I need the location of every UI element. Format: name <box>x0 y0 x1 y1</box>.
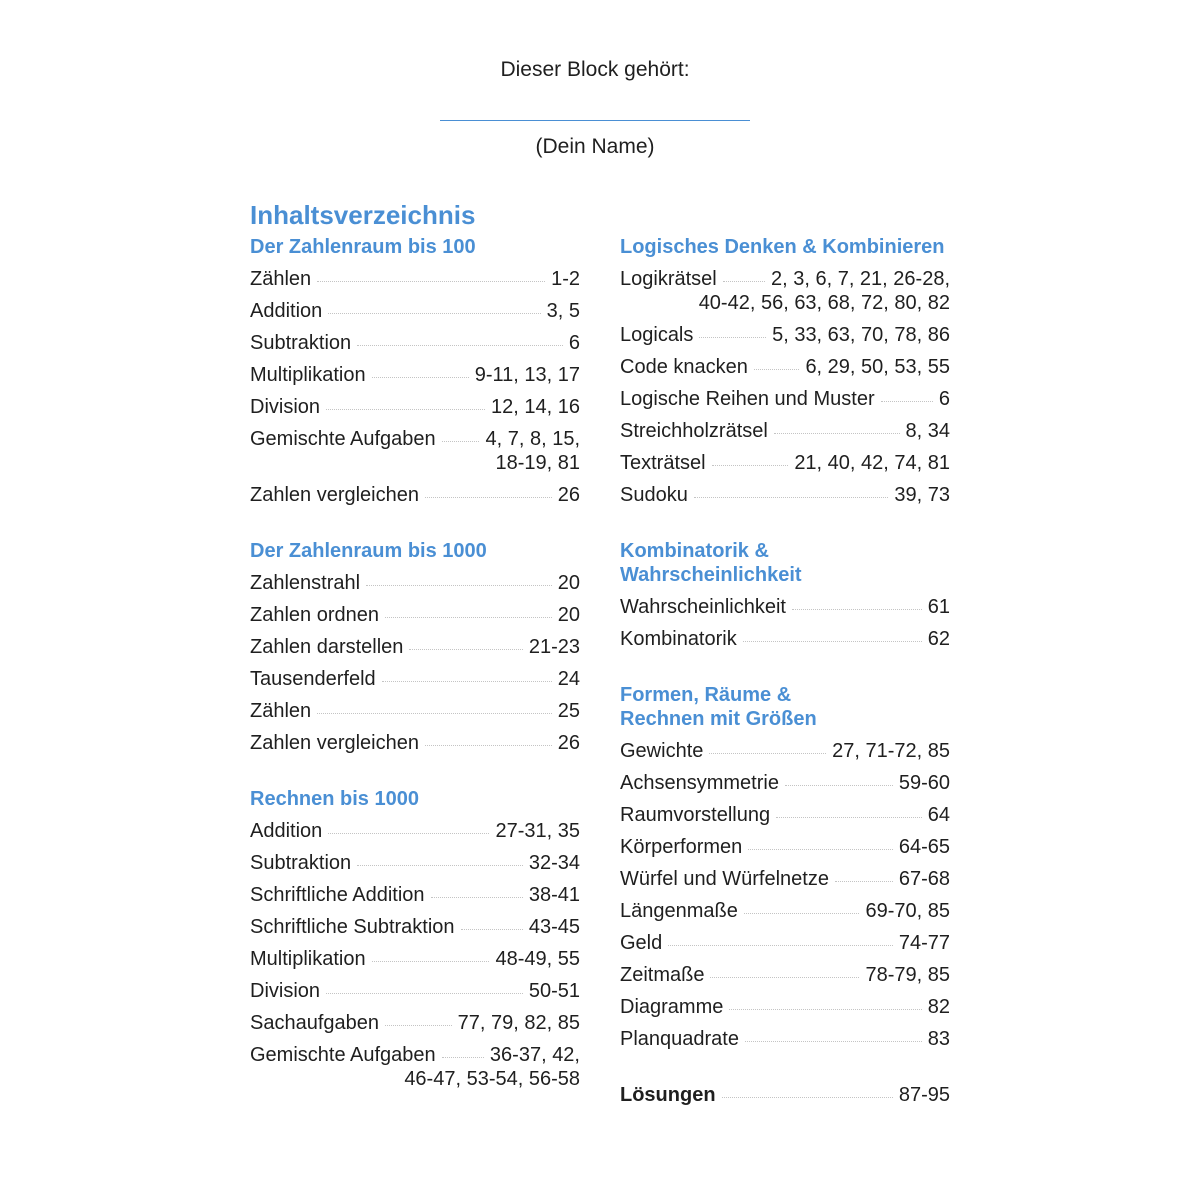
leader-dots <box>366 585 552 586</box>
section-heading: Logisches Denken & Kombinieren <box>620 236 945 258</box>
entry-label: Geld <box>620 932 663 954</box>
toc-entry <box>250 851 580 875</box>
toc-entry-row <box>250 427 580 451</box>
toc-entry-row <box>250 395 580 419</box>
entry-pages: 24 <box>557 668 580 690</box>
entry-pages: 67-68 <box>898 868 950 890</box>
toc-entry <box>250 571 580 595</box>
entry-label: Schriftliche Addition <box>250 884 425 906</box>
leader-dots <box>372 377 469 378</box>
toc-title: Inhaltsverzeichnis <box>250 200 476 230</box>
leader-dots <box>722 1097 893 1098</box>
toc-entry <box>250 1043 580 1091</box>
leader-dots <box>409 649 522 650</box>
toc-entry <box>250 603 580 627</box>
entry-pages: 4, 7, 8, 15, <box>485 428 580 450</box>
entry-label: Subtraktion <box>250 852 352 874</box>
leader-dots <box>668 945 893 946</box>
toc-entry-row <box>250 483 580 507</box>
leader-dots <box>754 369 800 370</box>
toc-section <box>620 539 950 651</box>
entry-label: Lösungen <box>620 1084 716 1106</box>
toc-entry <box>620 267 950 315</box>
entry-pages: 32-34 <box>528 852 580 874</box>
entry-label: Subtraktion <box>250 332 352 354</box>
toc-entry-row <box>250 635 580 659</box>
toc-entry-row <box>250 699 580 723</box>
toc-entry-row <box>620 803 950 827</box>
entry-label: Achsensymmetrie <box>620 772 779 794</box>
leader-dots <box>729 1009 921 1010</box>
entry-label: Texträtsel <box>620 452 706 474</box>
entry-pages: 20 <box>557 604 580 626</box>
entry-pages: 25 <box>557 700 580 722</box>
toc-entry <box>620 451 950 475</box>
toc-entry-row <box>250 1011 580 1035</box>
toc-entry <box>620 387 950 411</box>
toc-right-column <box>620 235 950 1115</box>
leader-dots <box>744 913 860 914</box>
entry-pages: 82 <box>927 996 950 1018</box>
toc-entry-row <box>250 819 580 843</box>
toc-entry-row <box>620 1083 950 1107</box>
entry-label: Gewichte <box>620 740 704 762</box>
leader-dots <box>328 833 489 834</box>
entry-pages: 36-37, 42, <box>489 1044 580 1066</box>
entry-pages: 9-11, 13, 17 <box>474 364 580 386</box>
toc-entry-row <box>620 995 950 1019</box>
entry-pages: 21, 40, 42, 74, 81 <box>794 452 950 474</box>
leader-dots <box>357 865 523 866</box>
toc-entry-row <box>250 979 580 1003</box>
section-heading: Rechnen bis 1000 <box>250 788 419 810</box>
entry-pages: 43-45 <box>528 916 580 938</box>
entry-pages: 62 <box>927 628 950 650</box>
entry-label: Streichholzrätsel <box>620 420 768 442</box>
entry-pages: 39, 73 <box>894 484 950 506</box>
entry-pages: 61 <box>927 596 950 618</box>
entry-pages: 8, 34 <box>905 420 950 442</box>
entry-label: Zahlen vergleichen <box>250 732 419 754</box>
toc-entry <box>250 483 580 507</box>
entry-pages: 27-31, 35 <box>495 820 580 842</box>
section-heading: Formen, Räume & Rechnen mit Größen <box>620 684 817 730</box>
entry-label: Gemischte Aufgaben <box>250 428 436 450</box>
entry-pages: 59-60 <box>898 772 950 794</box>
entry-label: Zählen <box>250 700 312 722</box>
entry-pages: 27, 71-72, 85 <box>832 740 950 762</box>
leader-dots <box>317 281 545 282</box>
name-line[interactable] <box>440 120 750 121</box>
leader-dots <box>792 609 922 610</box>
toc-entry-row <box>250 1043 580 1067</box>
toc-entry <box>250 1011 580 1035</box>
leader-dots <box>357 345 563 346</box>
entry-label: Code knacken <box>620 356 748 378</box>
toc-entry <box>250 667 580 691</box>
entry-label: Längenmaße <box>620 900 738 922</box>
toc-entry <box>250 395 580 419</box>
toc-entry <box>250 267 580 291</box>
toc-section <box>250 235 580 507</box>
entry-pages: 6 <box>568 332 580 354</box>
toc-entry <box>620 627 950 651</box>
entry-label: Zeitmaße <box>620 964 705 986</box>
toc-entry <box>250 979 580 1003</box>
entry-label: Körperformen <box>620 836 743 858</box>
toc-entry <box>620 867 950 891</box>
entry-label: Sachaufgaben <box>250 1012 380 1034</box>
entry-pages-continued: 46-47, 53-54, 56-58 <box>404 1068 580 1090</box>
entry-label: Kombinatorik <box>620 628 737 650</box>
entry-pages: 1-2 <box>551 268 580 290</box>
toc-entry <box>620 323 950 347</box>
toc-entry <box>620 419 950 443</box>
entry-pages: 6 <box>938 388 950 410</box>
leader-dots <box>699 337 766 338</box>
entry-pages: 64 <box>927 804 950 826</box>
leader-dots <box>442 1057 484 1058</box>
toc-entry-row <box>620 595 950 619</box>
entry-pages: 77, 79, 82, 85 <box>457 1012 580 1034</box>
entry-label: Raumvorstellung <box>620 804 771 826</box>
toc-entry <box>620 771 950 795</box>
leader-dots <box>328 313 540 314</box>
entry-pages: 38-41 <box>528 884 580 906</box>
toc-entry <box>620 1083 950 1107</box>
toc-entry-row <box>250 731 580 755</box>
toc-entry <box>250 427 580 475</box>
leader-dots <box>694 497 889 498</box>
toc-entry-row <box>620 483 950 507</box>
leader-dots <box>709 753 826 754</box>
entry-pages: 3, 5 <box>546 300 580 322</box>
toc-entry-row <box>620 739 950 763</box>
toc-entry-row <box>620 899 950 923</box>
entry-pages: 48-49, 55 <box>495 948 580 970</box>
toc-section <box>250 787 580 1091</box>
leader-dots <box>326 409 485 410</box>
leader-dots <box>748 849 893 850</box>
toc-entry-row <box>250 851 580 875</box>
toc-entry-row <box>620 1027 950 1051</box>
toc-entry-row <box>620 267 950 291</box>
toc-left-column <box>250 235 580 1123</box>
toc-entry-row <box>620 387 950 411</box>
toc-entry-row <box>250 915 580 939</box>
leader-dots <box>425 497 552 498</box>
toc-entry-row <box>620 963 950 987</box>
leader-dots <box>385 1025 452 1026</box>
entry-label: Wahrscheinlichkeit <box>620 596 786 618</box>
toc-entry <box>250 331 580 355</box>
toc-entry-row <box>620 771 950 795</box>
entry-label: Planquadrate <box>620 1028 739 1050</box>
toc-entry-row <box>620 355 950 379</box>
leader-dots <box>743 641 922 642</box>
toc-entry-row <box>620 867 950 891</box>
entry-label: Logicals <box>620 324 694 346</box>
entry-pages: 2, 3, 6, 7, 21, 26-28, <box>770 268 950 290</box>
entry-pages-continued: 40-42, 56, 63, 68, 72, 80, 82 <box>698 292 950 314</box>
section-heading: Der Zahlenraum bis 1000 <box>250 540 487 562</box>
leader-dots <box>442 441 480 442</box>
leader-dots <box>326 993 523 994</box>
toc-entry <box>250 883 580 907</box>
leader-dots <box>881 401 933 402</box>
leader-dots <box>425 745 552 746</box>
toc-entry-row <box>250 883 580 907</box>
leader-dots <box>712 465 789 466</box>
entry-pages: 64-65 <box>898 836 950 858</box>
leader-dots <box>461 929 523 930</box>
entry-pages: 83 <box>927 1028 950 1050</box>
entry-label: Zahlen darstellen <box>250 636 404 658</box>
entry-pages: 21-23 <box>528 636 580 658</box>
entry-label: Zählen <box>250 268 312 290</box>
entry-label: Addition <box>250 300 323 322</box>
entry-label: Division <box>250 396 321 418</box>
entry-pages: 74-77 <box>898 932 950 954</box>
toc-section <box>620 683 950 1051</box>
entry-label: Multiplikation <box>250 364 366 386</box>
entry-label: Gemischte Aufgaben <box>250 1044 436 1066</box>
entry-label: Addition <box>250 820 323 842</box>
name-hint: (Dein Name) <box>535 135 655 158</box>
entry-pages: 5, 33, 63, 70, 78, 86 <box>772 324 950 346</box>
toc-entry <box>620 899 950 923</box>
entry-label: Multiplikation <box>250 948 366 970</box>
section-heading: Kombinatorik & Wahrscheinlichkeit <box>620 540 802 586</box>
entry-label: Würfel und Würfelnetze <box>620 868 829 890</box>
toc-entry <box>620 995 950 1019</box>
toc-entry <box>620 803 950 827</box>
leader-dots <box>835 881 893 882</box>
toc-entry <box>620 595 950 619</box>
toc-entry <box>620 835 950 859</box>
toc-entry-row <box>620 627 950 651</box>
entry-label: Diagramme <box>620 996 724 1018</box>
entry-pages: 87-95 <box>898 1084 950 1106</box>
toc-entry <box>250 699 580 723</box>
entry-label: Zahlen vergleichen <box>250 484 419 506</box>
toc-section <box>250 539 580 755</box>
leader-dots <box>745 1041 922 1042</box>
toc-entry <box>250 363 580 387</box>
toc-entry <box>250 299 580 323</box>
toc-entry-row <box>620 835 950 859</box>
entry-label: Division <box>250 980 321 1002</box>
toc-entry <box>250 915 580 939</box>
toc-entry-row <box>250 571 580 595</box>
toc-entry-row <box>620 451 950 475</box>
leader-dots <box>382 681 552 682</box>
entry-label: Zahlen ordnen <box>250 604 379 626</box>
entry-pages: 26 <box>557 732 580 754</box>
toc-section <box>620 235 950 507</box>
entry-pages: 69-70, 85 <box>865 900 950 922</box>
toc-entry-row <box>250 299 580 323</box>
toc-entry-row <box>250 667 580 691</box>
entry-label: Zahlenstrahl <box>250 572 361 594</box>
toc-entry-row <box>250 603 580 627</box>
entry-pages: 6, 29, 50, 53, 55 <box>805 356 950 378</box>
leader-dots <box>385 617 552 618</box>
toc-entry-row <box>250 267 580 291</box>
entry-label: Logikrätsel <box>620 268 717 290</box>
toc-entry <box>620 483 950 507</box>
leader-dots <box>431 897 523 898</box>
leader-dots <box>723 281 765 282</box>
entry-pages-continued: 18-19, 81 <box>495 452 580 474</box>
toc-entry-row <box>620 323 950 347</box>
toc-entry-row <box>620 419 950 443</box>
toc-entry <box>620 355 950 379</box>
toc-entry <box>250 731 580 755</box>
entry-label: Schriftliche Subtraktion <box>250 916 455 938</box>
entry-pages: 78-79, 85 <box>865 964 950 986</box>
toc-entry <box>250 635 580 659</box>
toc-entry <box>620 1027 950 1051</box>
toc-entry-row <box>620 931 950 955</box>
entry-pages: 12, 14, 16 <box>491 396 580 418</box>
entry-label: Tausenderfeld <box>250 668 376 690</box>
toc-entry <box>620 739 950 763</box>
leader-dots <box>776 817 922 818</box>
entry-label: Sudoku <box>620 484 688 506</box>
toc-entry <box>250 819 580 843</box>
leader-dots <box>710 977 859 978</box>
entry-label: Logische Reihen und Muster <box>620 388 875 410</box>
owner-label: Dieser Block gehört: <box>500 58 690 81</box>
entry-pages: 26 <box>557 484 580 506</box>
toc-entry <box>620 963 950 987</box>
toc-entry-row <box>250 331 580 355</box>
section-heading: Der Zahlenraum bis 100 <box>250 236 476 258</box>
toc-entry-row <box>250 947 580 971</box>
toc-entry <box>250 947 580 971</box>
leader-dots <box>785 785 893 786</box>
toc-entry-row <box>250 363 580 387</box>
leader-dots <box>372 961 490 962</box>
entry-pages: 50-51 <box>528 980 580 1002</box>
toc-entry <box>620 931 950 955</box>
leader-dots <box>774 433 900 434</box>
entry-pages: 20 <box>557 572 580 594</box>
leader-dots <box>317 713 552 714</box>
